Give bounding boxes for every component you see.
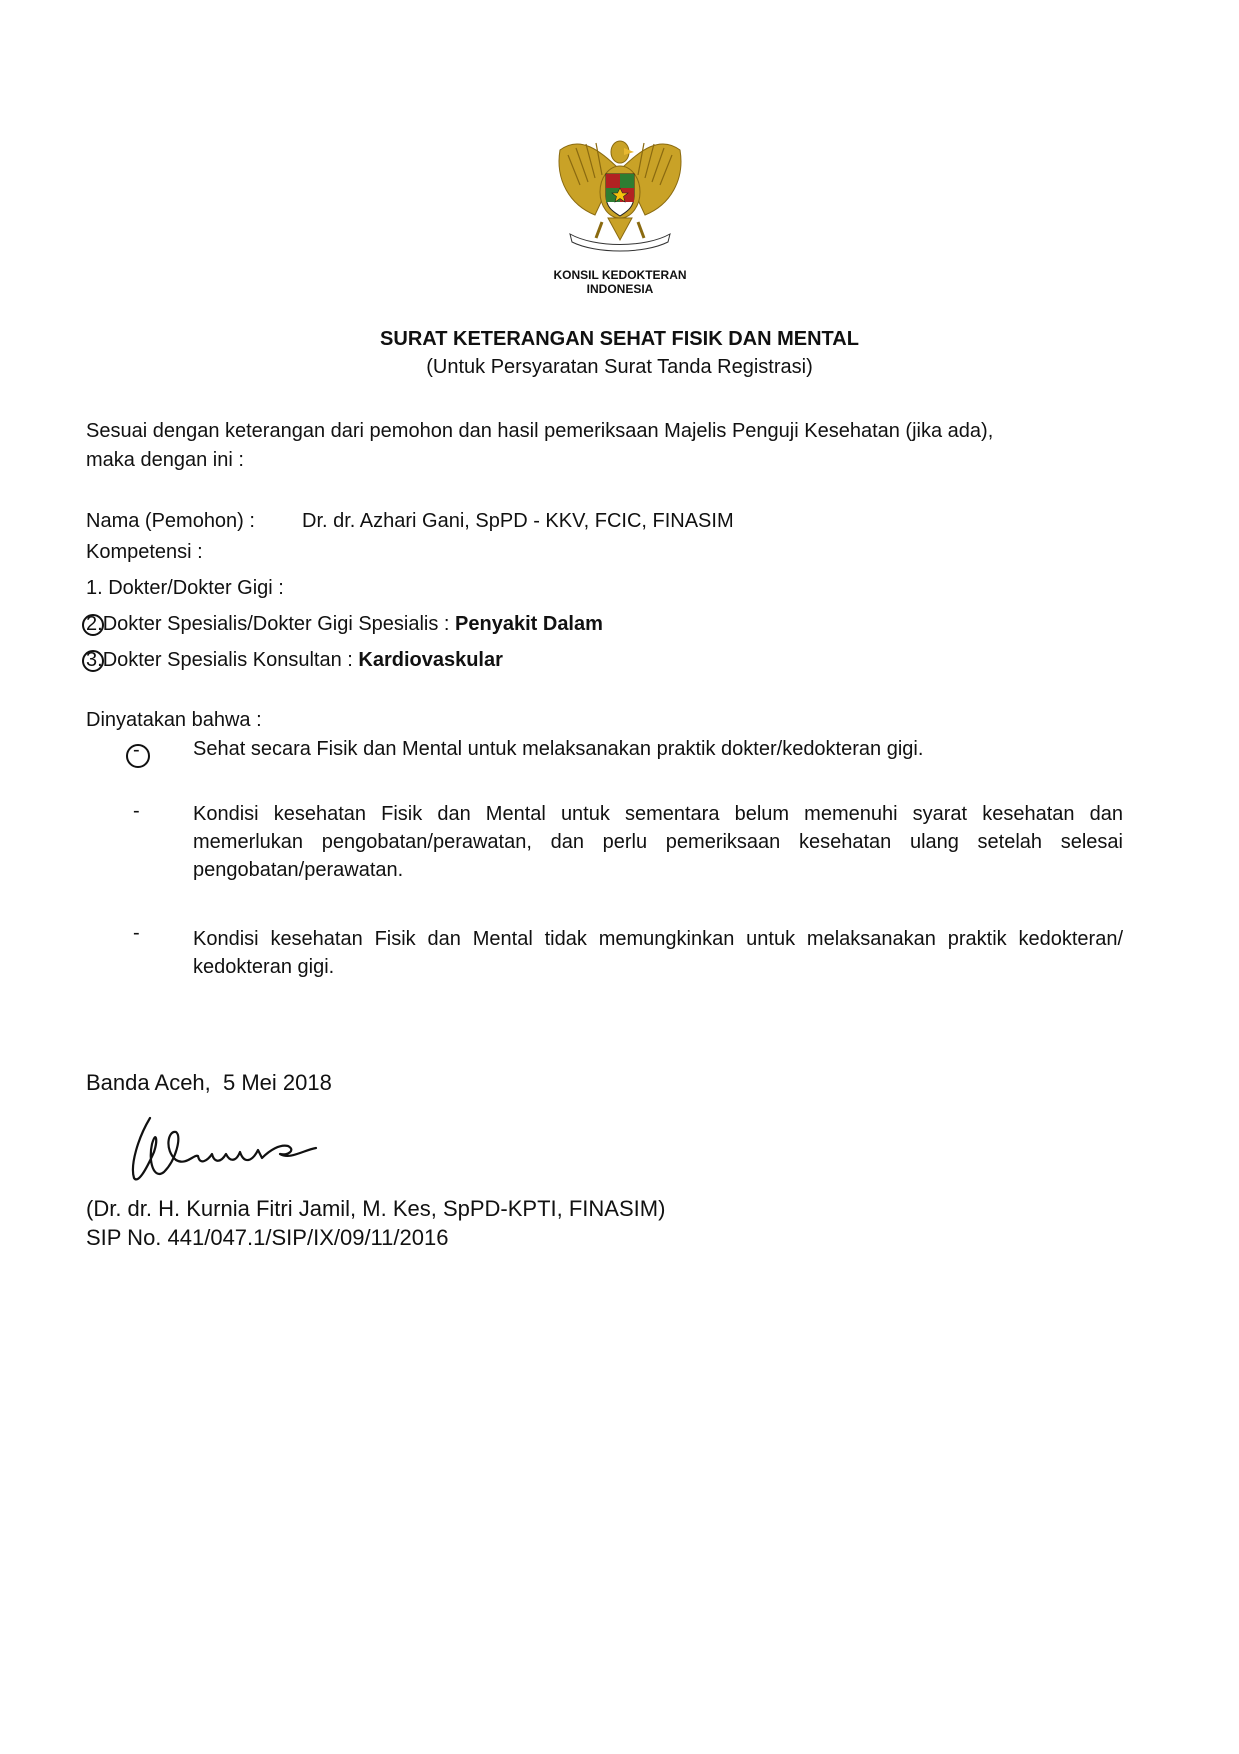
option-1-circle-mark — [126, 744, 150, 768]
item-3-number: 3. — [86, 649, 103, 671]
statement-option-1-bullet: - — [133, 739, 140, 761]
statement-option-3-text: Kondisi kesehatan Fisik dan Mental tidak memungkinkan untuk melaksanakan praktik kedokteran/ kedokteran gigi. — [193, 928, 1123, 978]
signer-name: (Dr. dr. H. Kurnia Fitri Jamil, M. Kes, SpPD-KPTI, FINASIM) — [86, 1196, 666, 1221]
org-line-2: INDONESIA — [586, 282, 654, 296]
sip-number: SIP No. 441/047.1/SIP/IX/09/11/2016 — [86, 1225, 449, 1250]
item-3-label: Dokter Spesialis Konsultan : — [102, 649, 359, 671]
item-2-number: 2. — [86, 613, 103, 635]
competence-label: Kompetensi : — [86, 541, 203, 563]
org-line-1: KONSIL KEDOKTERAN — [553, 268, 687, 282]
statement-option-2-text: Kondisi kesehatan Fisik dan Mental untuk sementara belum memenuhi syarat kesehatan dan memerlukan pengobatan/perawatan, dan perlu pemeriksaan kesehatan ulang setelah selesai pengobatan/perawatan. — [193, 803, 1123, 881]
statement-option-1-text: Sehat secara Fisik dan Mental untuk melaksanakan praktik dokter/kedokteran gigi. — [193, 738, 924, 760]
document-title: SURAT KETERANGAN SEHAT FISIK DAN MENTAL — [380, 328, 859, 350]
competence-item-2 — [86, 613, 603, 636]
statement-option-2-bullet: - — [133, 800, 140, 822]
competence-item-3 — [86, 649, 503, 672]
org-name — [500, 268, 740, 296]
garuda-pancasila-icon — [540, 130, 700, 260]
intro-line-2: maka dengan ini : — [86, 449, 244, 471]
statement-label: Dinyatakan bahwa : — [86, 709, 262, 731]
item-3-value: Kardiovaskular — [358, 649, 503, 671]
document-subtitle: (Untuk Persyaratan Surat Tanda Registrasi) — [426, 356, 813, 378]
signature — [120, 1110, 360, 1190]
intro-line-1: Sesuai dengan keterangan dari pemohon dan hasil pemeriksaan Majelis Penguji Kesehatan (jika ada), — [86, 420, 994, 442]
place-date: Banda Aceh, 5 Mei 2018 — [86, 1070, 332, 1095]
statement-option-3-bullet: - — [133, 922, 140, 944]
item-2-label: Dokter Spesialis/Dokter Gigi Spesialis : — [102, 613, 456, 635]
competence-item-1: 1. Dokter/Dokter Gigi : — [86, 577, 284, 599]
name-value: Dr. dr. Azhari Gani, SpPD - KKV, FCIC, FINASIM — [302, 510, 734, 532]
item-2-circle-mark — [82, 614, 104, 636]
handwritten-signature-icon — [120, 1110, 360, 1190]
garuda-emblem — [540, 130, 700, 260]
item-2-value: Penyakit Dalam — [455, 613, 603, 635]
item-3-circle-mark — [82, 650, 104, 672]
name-label: Nama (Pemohon) : — [86, 510, 255, 532]
